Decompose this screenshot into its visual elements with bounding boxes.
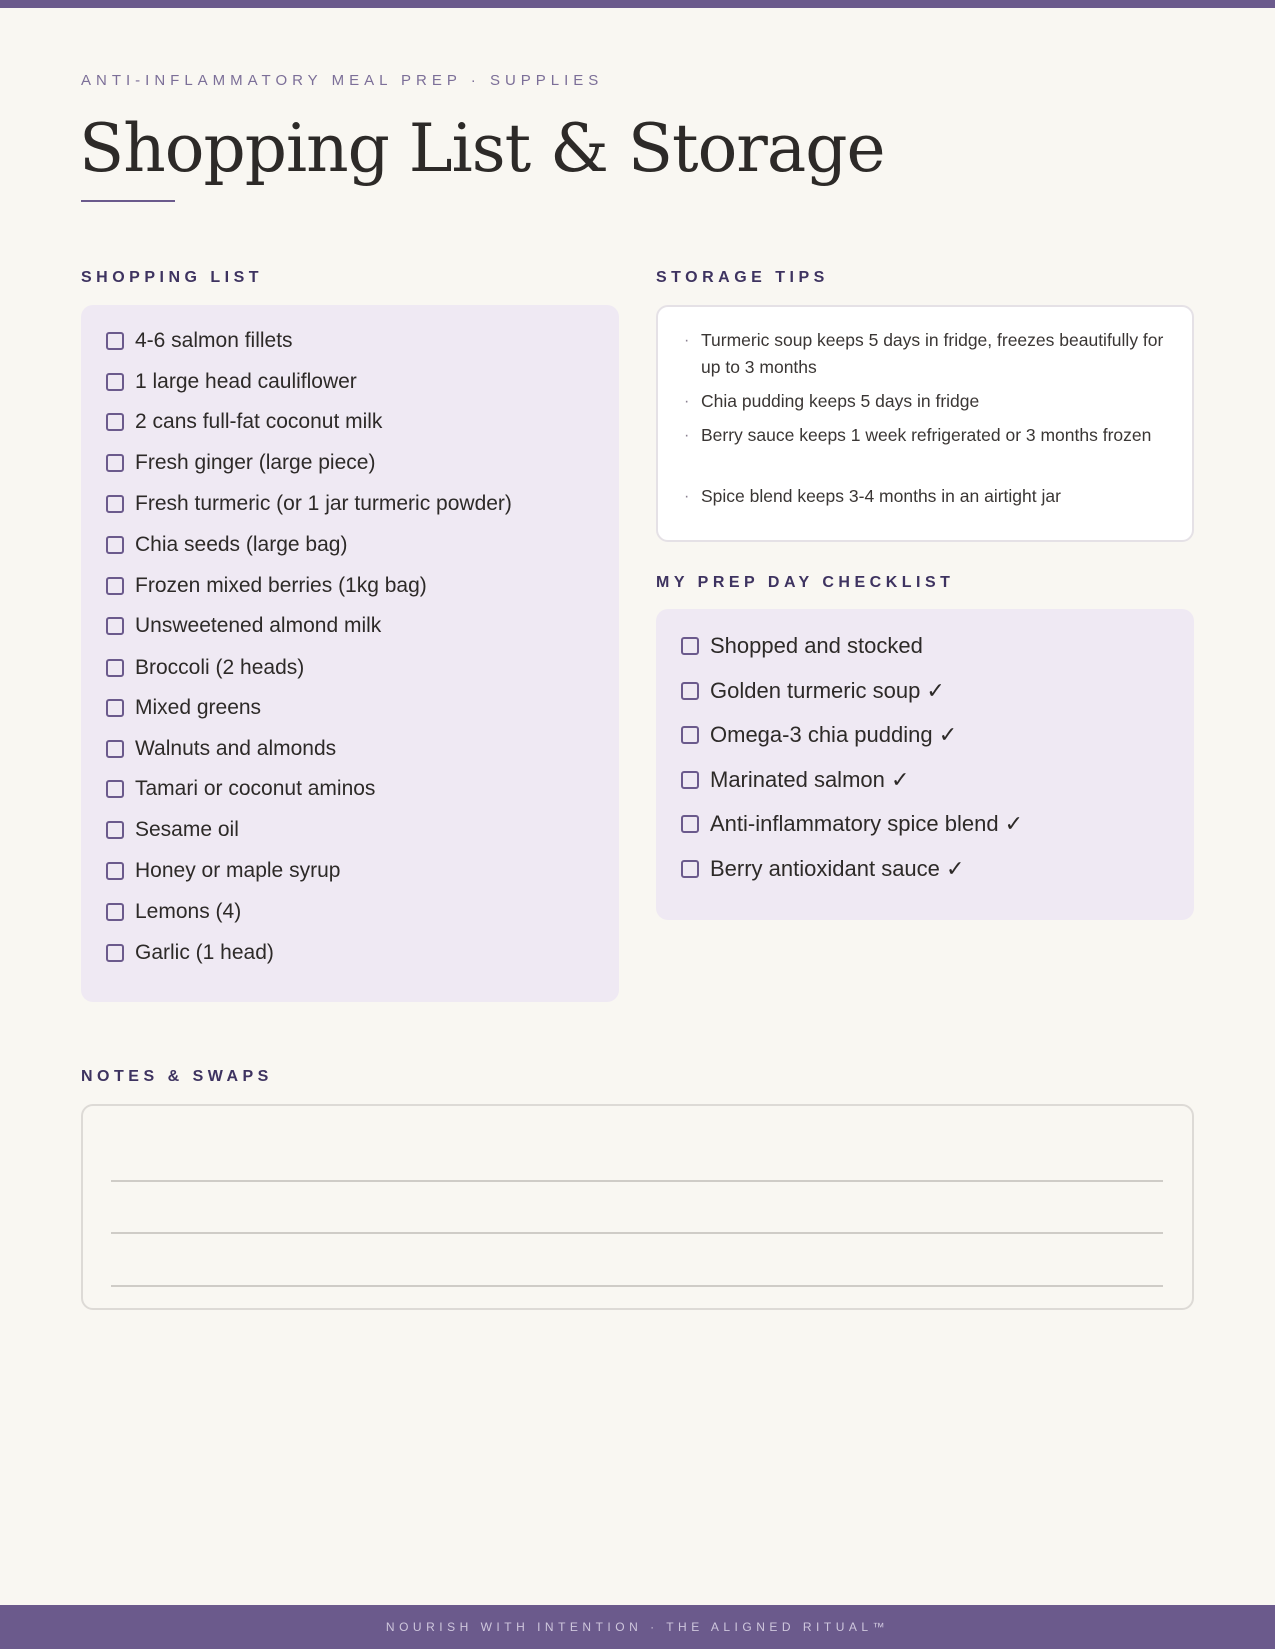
notes-heading: NOTES & SWAPS (81, 1068, 273, 1085)
checkbox[interactable] (106, 617, 124, 635)
shopping-item-label: Chia seeds (large bag) (135, 533, 348, 556)
bullet-icon: · (684, 332, 690, 349)
prep-checklist-heading: MY PREP DAY CHECKLIST (656, 574, 955, 591)
storage-tip-text: Turmeric soup keeps 5 days in fridge, freezes beautifully for up to 3 months (701, 330, 1164, 377)
bullet-icon: · (684, 488, 690, 505)
shopping-item-label: 4-6 salmon fillets (135, 329, 293, 352)
shopping-list-item[interactable] (106, 614, 381, 638)
checkbox[interactable] (106, 699, 124, 717)
storage-tips-heading: STORAGE TIPS (656, 269, 829, 286)
checkbox[interactable] (681, 771, 699, 789)
checkbox[interactable] (106, 862, 124, 880)
shopping-list-item[interactable] (106, 533, 347, 557)
prep-item-label: Marinated salmon ✓ (710, 767, 910, 792)
checkbox[interactable] (681, 815, 699, 833)
checkbox[interactable] (106, 780, 124, 798)
prep-checklist-panel (656, 609, 1194, 920)
shopping-list-panel (81, 305, 619, 1002)
shopping-item-label: Fresh turmeric (or 1 jar turmeric powder) (135, 492, 512, 515)
shopping-list-item[interactable] (106, 777, 375, 801)
prep-checklist-item[interactable] (681, 633, 923, 659)
prep-item-label: Berry antioxidant sauce ✓ (710, 856, 965, 881)
shopping-list-item[interactable] (106, 492, 512, 516)
prep-checklist-item[interactable] (681, 767, 909, 793)
storage-tip-text: Chia pudding keeps 5 days in fridge (701, 391, 980, 411)
checkbox[interactable] (106, 373, 124, 391)
checkbox[interactable] (106, 413, 124, 431)
top-accent-bar (0, 0, 1275, 8)
checkbox[interactable] (106, 454, 124, 472)
checkbox[interactable] (106, 944, 124, 962)
shopping-list-item[interactable] (106, 900, 241, 924)
storage-tip (684, 327, 1171, 381)
checkbox[interactable] (681, 637, 699, 655)
shopping-list-item[interactable] (106, 737, 336, 761)
shopping-list-item[interactable] (106, 329, 293, 353)
note-writing-line (111, 1285, 1163, 1287)
shopping-list-item[interactable] (106, 370, 357, 394)
shopping-item-label: 2 cans full-fat coconut milk (135, 410, 383, 433)
shopping-list-item[interactable] (106, 859, 340, 883)
shopping-item-label: Fresh ginger (large piece) (135, 451, 376, 474)
prep-item-label: Shopped and stocked (710, 633, 923, 658)
shopping-list-item[interactable] (106, 656, 304, 680)
shopping-item-label: 1 large head cauliflower (135, 370, 357, 393)
checkbox[interactable] (106, 332, 124, 350)
checkbox[interactable] (681, 682, 699, 700)
checkbox[interactable] (106, 536, 124, 554)
shopping-item-label: Tamari or coconut aminos (135, 777, 376, 800)
shopping-list-item[interactable] (106, 818, 239, 842)
shopping-list-item[interactable] (106, 941, 274, 965)
shopping-item-label: Frozen mixed berries (1kg bag) (135, 574, 427, 597)
prep-checklist-item[interactable] (681, 678, 945, 704)
notes-panel[interactable] (81, 1104, 1194, 1310)
checkbox[interactable] (681, 860, 699, 878)
bullet-icon: · (684, 393, 690, 410)
prep-checklist-item[interactable] (681, 722, 957, 748)
shopping-item-label: Mixed greens (135, 696, 262, 719)
storage-tip-text: Spice blend keeps 3-4 months in an airtight jar (701, 486, 1061, 506)
checkbox[interactable] (106, 903, 124, 921)
storage-tip (684, 388, 1171, 415)
shopping-list-item[interactable] (106, 410, 382, 434)
storage-tip (684, 422, 1171, 449)
shopping-list-item[interactable] (106, 696, 261, 720)
checkbox[interactable] (106, 577, 124, 595)
storage-tip (684, 483, 1171, 510)
shopping-list-item[interactable] (106, 451, 375, 475)
storage-tips-panel (656, 305, 1194, 542)
prep-checklist-item[interactable] (681, 811, 1023, 837)
title-underline (81, 200, 175, 202)
storage-tip-text: Berry sauce keeps 1 week refrigerated or 3 months frozen (701, 425, 1152, 445)
checkbox[interactable] (681, 726, 699, 744)
prep-item-label: Omega-3 chia pudding ✓ (710, 722, 958, 747)
prep-checklist-item[interactable] (681, 856, 964, 882)
checkbox[interactable] (106, 659, 124, 677)
shopping-item-label: Sesame oil (135, 818, 239, 841)
page-eyebrow: ANTI-INFLAMMATORY MEAL PREP · SUPPLIES (81, 72, 604, 89)
checkbox[interactable] (106, 495, 124, 513)
footer-bar (0, 1605, 1275, 1649)
checkbox[interactable] (106, 740, 124, 758)
storage-tips-list (684, 327, 1171, 527)
shopping-item-label: Honey or maple syrup (135, 859, 341, 882)
prep-item-label: Golden turmeric soup ✓ (710, 678, 945, 703)
prep-item-label: Anti-inflammatory spice blend ✓ (710, 811, 1024, 836)
bullet-icon: · (684, 427, 690, 444)
shopping-item-label: Unsweetened almond milk (135, 614, 382, 637)
shopping-list-heading: SHOPPING LIST (81, 269, 264, 286)
shopping-item-label: Lemons (4) (135, 900, 242, 923)
note-writing-line (111, 1180, 1163, 1182)
shopping-item-label: Garlic (1 head) (135, 941, 274, 964)
page-title: Shopping List & Storage (79, 110, 885, 187)
shopping-list-item[interactable] (106, 574, 427, 598)
footer-text: NOURISH WITH INTENTION · THE ALIGNED RITUAL™ (385, 1620, 890, 1634)
checkbox[interactable] (106, 821, 124, 839)
shopping-item-label: Broccoli (2 heads) (135, 656, 305, 679)
note-writing-line (111, 1232, 1163, 1234)
shopping-item-label: Walnuts and almonds (135, 737, 337, 760)
